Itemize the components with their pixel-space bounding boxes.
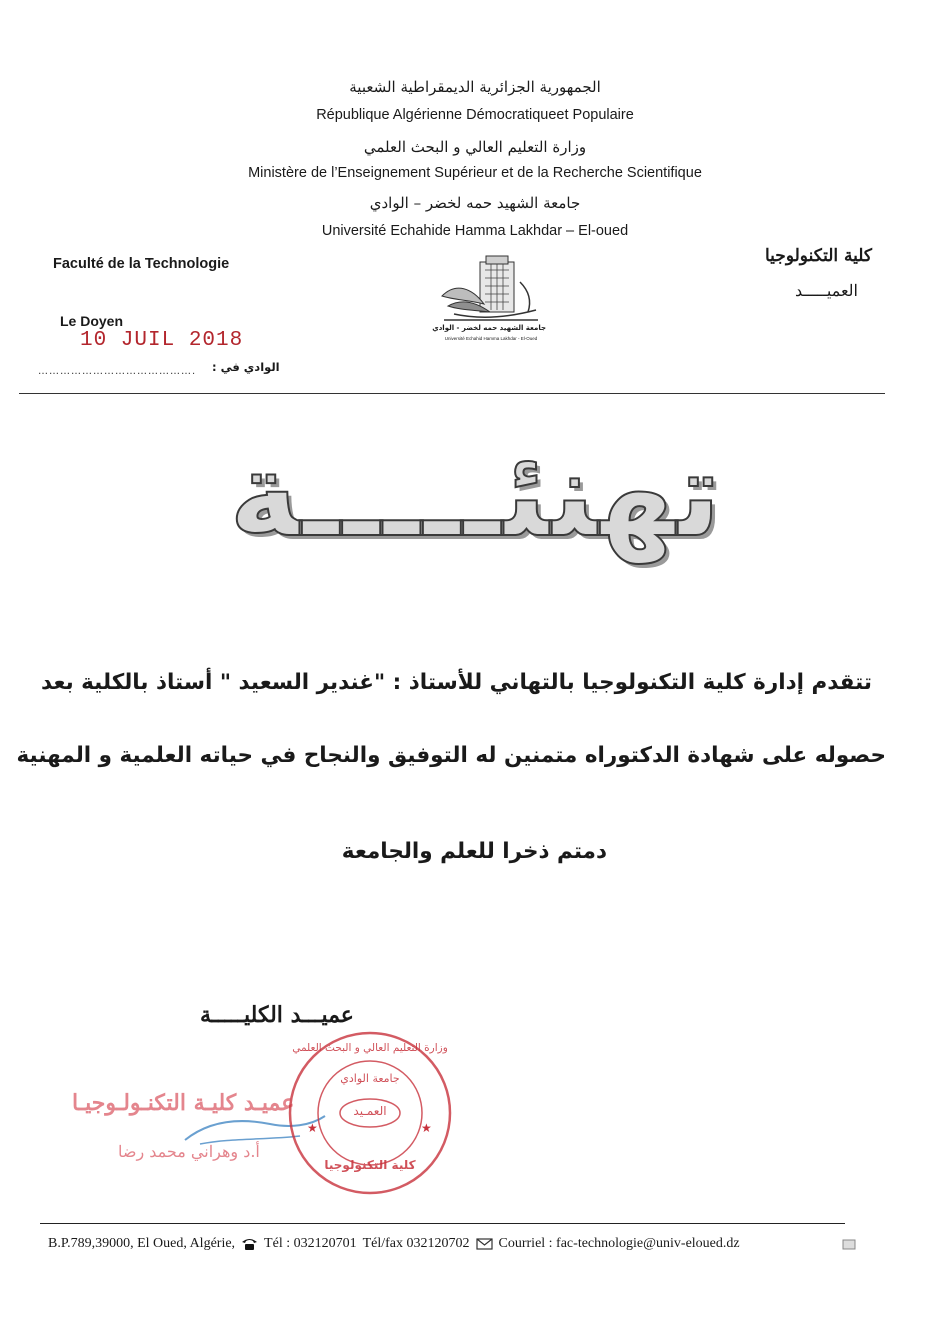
university-logo-icon bbox=[432, 252, 546, 348]
logo-caption-french: Université Echahid Hamma Lakhdar - El-Oued bbox=[444, 336, 538, 341]
republic-arabic: الجمهورية الجزائرية الديمقراطية الشعبية bbox=[349, 78, 601, 96]
footer-contact bbox=[48, 1236, 740, 1252]
dean-person-stamp: أ.د وهراني محمد رضا bbox=[118, 1142, 260, 1161]
mail-icon bbox=[842, 1239, 856, 1250]
place-date-dots: ……………………………………. bbox=[38, 366, 197, 377]
telephone-icon bbox=[241, 1237, 258, 1251]
body-line-1: تتقدم إدارة كلية التكنولوجيا بالتهاني للأستاذ : "غندير السعيد " أستاذ بالكلية بعد bbox=[41, 670, 872, 695]
footer-divider bbox=[40, 1223, 845, 1224]
body-line-3: دمتم ذخرا للعلم والجامعة bbox=[341, 839, 607, 864]
faculty-name-arabic: كلية التكنولوجيا bbox=[765, 246, 872, 266]
date-stamp: 10 JUIL 2018 bbox=[80, 329, 244, 352]
university-logo bbox=[432, 252, 546, 348]
republic-french: République Algérienne Démocratiqueet Populaire bbox=[316, 107, 634, 123]
dean-label-french: Le Doyen bbox=[60, 313, 124, 329]
footer-email: Courriel : fac-technologie@univ-eloued.dz bbox=[498, 1236, 740, 1251]
seal-faculty-text: كلية التكنولوجيا bbox=[324, 1158, 416, 1172]
ministry-arabic: وزارة التعليم العالي و البحث العلمي bbox=[363, 138, 587, 156]
congratulations-title: تهنئـــــة bbox=[229, 425, 721, 563]
svg-text:★: ★ bbox=[307, 1121, 318, 1135]
university-french: Université Echahide Hamma Lakhdar – El-oued bbox=[321, 223, 629, 239]
signature-title: عميـــد الكليـــــة bbox=[200, 1002, 354, 1028]
seal-ministry-text: وزارة التعليم العالي و البحث العلمي bbox=[292, 1042, 448, 1054]
envelope-icon bbox=[476, 1237, 493, 1251]
dean-label-arabic: العميـــــد bbox=[795, 281, 858, 300]
seal-center-text: العمـيد bbox=[353, 1104, 387, 1118]
svg-text:★: ★ bbox=[421, 1121, 432, 1135]
footer-fax: Tél/fax 032120702 bbox=[362, 1236, 470, 1251]
faculty-name-french: Faculté de la Technologie bbox=[53, 256, 230, 272]
footer-address: B.P.789,39000, El Oued, Algérie, bbox=[48, 1236, 236, 1251]
place-label-arabic: الوادي في : bbox=[212, 360, 280, 374]
header-divider bbox=[19, 393, 885, 394]
footer-telephone: Tél : 032120701 bbox=[264, 1236, 357, 1251]
body-line-2: حصوله على شهادة الدكتوراه متمنين له التوفيق والنجاح في حياته العلمية و المهنية bbox=[16, 743, 886, 768]
logo-caption-arabic: جامعة الشهيد حمه لخضر - الوادي bbox=[432, 324, 546, 332]
official-seal bbox=[285, 1028, 455, 1198]
dean-name-stamp: عميـد كليـة التكنـولـوجيـا bbox=[72, 1090, 295, 1116]
ministry-french: Ministère de l’Enseignement Supérieur et de la Recherche Scientifique bbox=[248, 165, 702, 181]
seal-university-text: جامعة الوادي bbox=[340, 1072, 400, 1085]
university-arabic: جامعة الشهيد حمه لخضر – الوادي bbox=[369, 194, 581, 212]
